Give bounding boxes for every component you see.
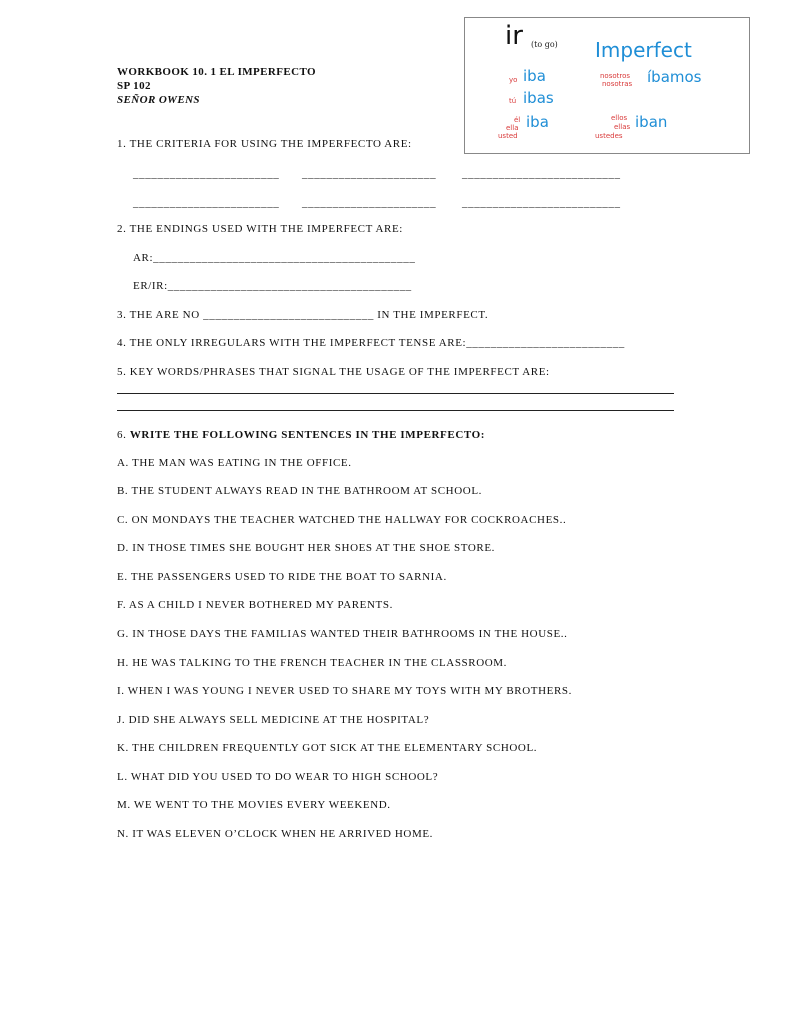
criteria-blank-3: __________________________ (462, 168, 621, 180)
question-5: 5. KEY WORDS/PHRASES THAT SIGNAL THE USAGE OF THE IMPERFECT ARE: (117, 366, 550, 378)
pronoun-nosotras: nosotras (602, 80, 633, 88)
pronoun-yo: yo (509, 76, 518, 84)
criteria-blank-4: ________________________ (133, 197, 280, 209)
pronoun-nosotros: nosotros (600, 72, 631, 80)
question-4: 4. THE ONLY IRREGULARS WITH THE IMPERFECT TENSE ARE:__________________________ (117, 337, 625, 349)
sentence-d: D. IN THOSE TIMES SHE BOUGHT HER SHOES AT THE SHOE STORE. (117, 542, 495, 554)
sentence-l: L. WHAT DID YOU USED TO DO WEAR TO HIGH SCHOOL? (117, 771, 439, 783)
er-ir-endings-line: ER/IR:________________________________________ (133, 280, 412, 292)
pronoun-el: él (514, 116, 521, 124)
ar-endings-line: AR:___________________________________________ (133, 252, 416, 264)
sentence-i: I. WHEN I WAS YOUNG I NEVER USED TO SHARE MY TOYS WITH MY BROTHERS. (117, 685, 572, 697)
sentence-k: K. THE CHILDREN FREQUENTLY GOT SICK AT THE ELEMENTARY SCHOOL. (117, 742, 538, 754)
question-6 (117, 429, 485, 441)
sentence-h: H. HE WAS TALKING TO THE FRENCH TEACHER IN THE CLASSROOM. (117, 657, 508, 669)
criteria-blank-6: __________________________ (462, 197, 621, 209)
sentence-g: G. IN THOSE DAYS THE FAMILIAS WANTED THEIR BATHROOMS IN THE HOUSE.. (117, 628, 568, 640)
sentence-b: B. THE STUDENT ALWAYS READ IN THE BATHROOM AT SCHOOL. (117, 485, 482, 497)
sentence-f: F. AS A CHILD I NEVER BOTHERED MY PARENTS. (117, 599, 393, 611)
sentence-j: J. DID SHE ALWAYS SELL MEDICINE AT THE HOSPITAL? (117, 714, 430, 726)
pronoun-ella: ella (506, 124, 519, 132)
pronoun-usted: usted (498, 132, 518, 140)
question-6-number: 6. (117, 429, 127, 441)
question-3: 3. THE ARE NO ____________________________ IN THE IMPERFECT. (117, 309, 489, 321)
answer-line-2 (117, 410, 674, 411)
criteria-blank-5: ______________________ (302, 197, 437, 209)
question-1: 1. THE CRITERIA FOR USING THE IMPERFECTO ARE: (117, 138, 412, 150)
form-nosotros: íbamos (647, 68, 702, 86)
pronoun-ellas: ellas (614, 123, 631, 131)
ir-gloss: (to go) (531, 40, 558, 49)
sentence-m: M. WE WENT TO THE MOVIES EVERY WEEKEND. (117, 799, 391, 811)
criteria-blank-1: ________________________ (133, 168, 280, 180)
pronoun-ustedes: ustedes (595, 132, 623, 140)
sentence-c: C. ON MONDAYS THE TEACHER WATCHED THE HALLWAY FOR COCKROACHES.. (117, 514, 567, 526)
sentence-n: N. IT WAS ELEVEN O’CLOCK WHEN HE ARRIVED HOME. (117, 828, 434, 840)
form-tu: ibas (523, 89, 554, 107)
question-2: 2. THE ENDINGS USED WITH THE IMPERFECT ARE: (117, 223, 403, 235)
course-code: SP 102 (117, 80, 151, 92)
form-ellos: iban (635, 113, 668, 131)
criteria-blank-2: ______________________ (302, 168, 437, 180)
teacher-name: SEÑOR OWENS (117, 94, 200, 106)
sentence-e: E. THE PASSENGERS USED TO RIDE THE BOAT TO SARNIA. (117, 571, 447, 583)
ir-conjugation-box (464, 17, 750, 154)
form-yo: iba (523, 67, 546, 85)
imperfect-heading: Imperfect (595, 38, 692, 62)
pronoun-tu: tú (509, 97, 517, 105)
pronoun-ellos: ellos (611, 114, 628, 122)
question-6-text: WRITE THE FOLLOWING SENTENCES IN THE IMPERFECTO: (129, 429, 486, 441)
worksheet-title: WORKBOOK 10. 1 EL IMPERFECTO (117, 66, 316, 78)
sentence-a: A. THE MAN WAS EATING IN THE OFFICE. (117, 457, 352, 469)
form-el: iba (526, 113, 549, 131)
ir-verb: ir (505, 21, 523, 51)
answer-line-1 (117, 393, 674, 394)
